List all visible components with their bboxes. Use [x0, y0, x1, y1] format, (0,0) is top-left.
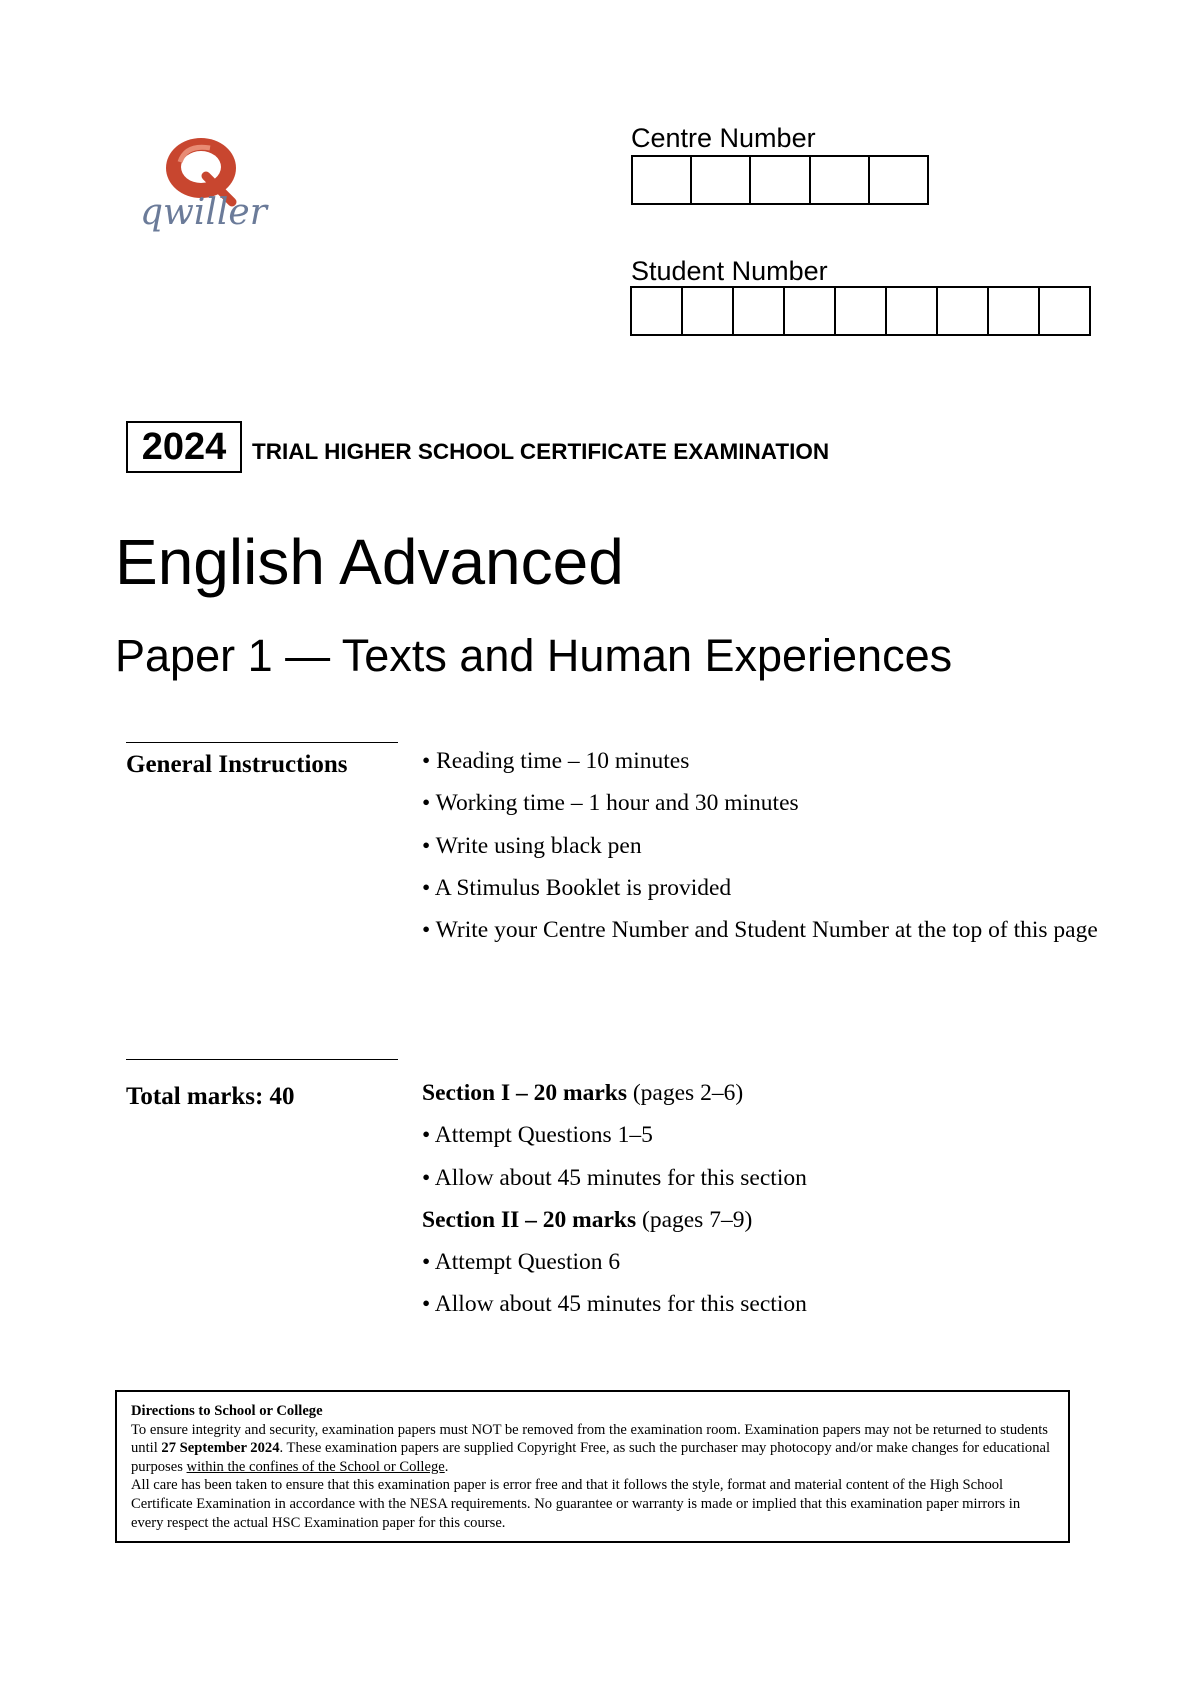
- directions-text: .: [444, 1458, 449, 1475]
- section-item: • Allow about 45 minutes for this section: [422, 1164, 807, 1191]
- subject-title: English Advanced: [115, 526, 624, 598]
- paper-title: Paper 1 — Texts and Human Experiences: [115, 630, 953, 681]
- general-instructions-list: [422, 740, 1102, 951]
- sections-list: [422, 1072, 1102, 1326]
- number-box: [683, 288, 734, 334]
- section-heading: [422, 1199, 1102, 1241]
- number-box: [836, 288, 887, 334]
- number-box: [938, 288, 989, 334]
- directions-text: To ensure integrity and security, examination papers must NOT be removed from the examination room. Examination papers may not be returned to students until: [131, 1421, 1048, 1457]
- total-marks-heading: Total marks: 40: [126, 1083, 295, 1110]
- centre-number-label: Centre Number: [631, 123, 816, 153]
- number-box: [633, 157, 692, 203]
- return-date: 27 September 2024: [161, 1440, 280, 1457]
- qwiller-logo: [140, 132, 270, 242]
- instruction-item: • A Stimulus Booklet is provided: [422, 874, 732, 901]
- number-box: [887, 288, 938, 334]
- section-item: • Attempt Question 6: [422, 1249, 621, 1276]
- instruction-item: • Write your Centre Number and Student Number at the top of this page: [422, 917, 1098, 944]
- instruction-item: • Working time – 1 hour and 30 minutes: [422, 790, 799, 817]
- section-item: • Allow about 45 minutes for this section: [422, 1291, 807, 1318]
- number-box: [632, 288, 683, 334]
- directions-paragraph: [131, 1421, 1054, 1477]
- number-box: [811, 157, 870, 203]
- directions-paragraph: All care has been taken to ensure that this examination paper is error free and that it follows the style, format and material content of the High School Certificate Examination in accordance with the NESA requirements. No guarantee or warranty is made or implied that this examination paper mirrors in every respect the actual HSC Examination paper for this course.: [131, 1477, 1021, 1531]
- directions-box: [115, 1390, 1070, 1543]
- section-pages: (pages 7–9): [642, 1206, 753, 1233]
- directions-underlined: within the confines of the School or College: [186, 1458, 445, 1475]
- section-title: Section I – 20 marks: [422, 1080, 627, 1106]
- instruction-item: • Reading time – 10 minutes: [422, 748, 690, 774]
- student-number-boxes: [630, 286, 1091, 336]
- number-box: [734, 288, 785, 334]
- number-box: [870, 157, 927, 203]
- section-pages: (pages 2–6): [632, 1080, 744, 1106]
- student-number-label: Student Number: [631, 256, 828, 286]
- section-heading: [422, 1072, 1102, 1114]
- divider: [126, 1059, 398, 1060]
- centre-number-boxes: [631, 155, 929, 205]
- number-box: [692, 157, 751, 203]
- divider: [126, 742, 398, 743]
- number-box: [989, 288, 1040, 334]
- directions-heading: Directions to School or College: [131, 1403, 323, 1419]
- number-box: [751, 157, 810, 203]
- section-item: • Attempt Questions 1–5: [422, 1122, 653, 1149]
- number-box: [1040, 288, 1089, 334]
- logo-wordmark: qwiller: [140, 192, 267, 233]
- instruction-item: • Write using black pen: [422, 832, 642, 859]
- number-box: [785, 288, 836, 334]
- section-title: Section II – 20 marks: [422, 1206, 637, 1233]
- exam-title: TRIAL HIGHER SCHOOL CERTIFICATE EXAMINATION: [252, 439, 830, 464]
- directions-text: . These examination papers are supplied Copyright Free, as such the purchaser may photocopy and/or make changes for educational purposes: [131, 1440, 1051, 1475]
- exam-year: 2024: [126, 421, 242, 473]
- general-instructions-heading: General Instructions: [126, 751, 348, 778]
